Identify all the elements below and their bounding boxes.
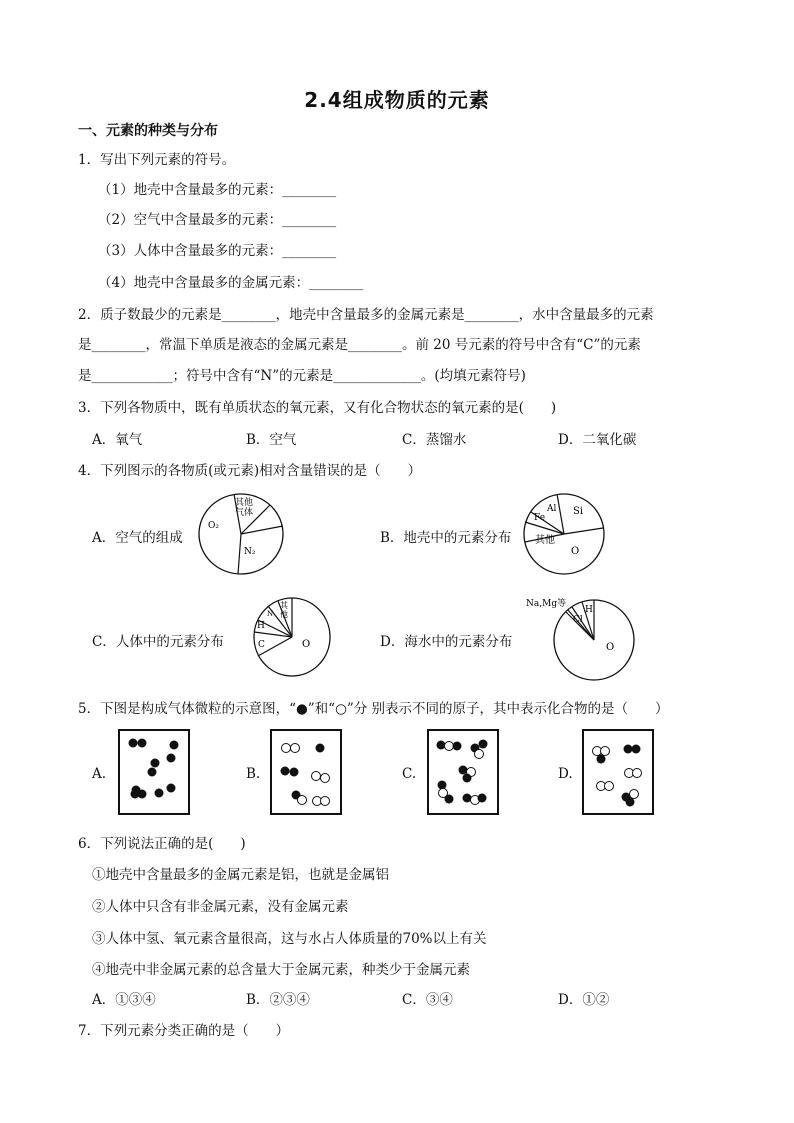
q5-stem: 5．下图是构成气体微粒的示意图，“●”和“○”分 别表示不同的原子，其中表示化合物的是（ ） — [78, 701, 669, 717]
section-heading: 一、元素的种类与分布 — [78, 123, 218, 139]
q3-option-a: A．氧气 — [92, 432, 143, 448]
q4-option-d-label: D．海水中的元素分布 — [380, 634, 513, 650]
q4-stem: 4．下列图示的各物质(或元素)相对含量错误的是（ ） — [78, 463, 422, 479]
q6-statement: ③人体中氢、氧元素含量很高，这与水占人体质量的70%以上有关 — [92, 931, 487, 947]
slice-label: H — [257, 621, 265, 631]
slice-label: Si — [573, 506, 584, 517]
slice-label: H — [585, 605, 593, 615]
q4-option-a-label: A．空气的组成 — [92, 530, 183, 546]
pie-chart-human-body — [252, 596, 332, 678]
particle-box-a — [118, 729, 190, 815]
q5-option-a-label: A. — [92, 766, 107, 782]
q6-option-d: D．①② — [558, 992, 610, 1008]
q2-line: 是________，常温下单质是液态的金属元素是________。前 20 号元素的符号中含有“C”的元素 — [78, 337, 641, 353]
slice-label: N₂ — [244, 547, 256, 557]
q2-line: 2．质子数最少的元素是________，地壳中含量最多的金属元素是________，水中含量最多的元素 — [78, 307, 654, 323]
q1-item: （4）地壳中含量最多的金属元素：________ — [98, 275, 364, 291]
slice-label: N — [267, 610, 274, 618]
slice-label: C — [258, 640, 265, 650]
q7-stem: 7．下列元素分类正确的是（ ） — [78, 1023, 290, 1039]
q5-option-b-label: B. — [246, 766, 261, 782]
particle-box-d — [582, 729, 654, 815]
q6-statement: ①地壳中含量最多的金属元素是铝，也就是金属铝 — [92, 867, 389, 883]
slice-label: 其 — [280, 601, 288, 610]
q2-line: 是____________；符号中含有“N”的元素是_____________。(均填元素符号) — [78, 368, 526, 384]
q4-option-b-label: B．地壳中的元素分布 — [380, 530, 512, 546]
pie-chart-air — [196, 492, 286, 576]
q3-option-b: B．空气 — [246, 432, 297, 448]
particle-box-c — [427, 729, 499, 815]
slice-label: 其他 — [535, 535, 555, 546]
q6-statement: ②人体中只含有非金属元素，没有金属元素 — [92, 899, 349, 915]
q1-stem: 1．写出下列元素的符号。 — [78, 152, 236, 168]
q4-option-c-label: C．人体中的元素分布 — [92, 634, 224, 650]
slice-label: Cl — [573, 615, 583, 625]
pie-chart-seawater — [526, 598, 636, 682]
page-title: 2.4组成物质的元素 — [304, 88, 490, 112]
slice-label: Na,Mg等 — [526, 599, 567, 609]
slice-label: 他 — [280, 610, 288, 619]
slice-label: O — [571, 546, 580, 557]
q3-stem: 3．下列各物质中，既有单质状态的氧元素，又有化合物状态的氧元素的是( ) — [78, 400, 557, 416]
q6-option-b: B．②③④ — [246, 992, 310, 1008]
q1-item: （2）空气中含量最多的元素：________ — [98, 212, 337, 228]
q3-option-c: C．蒸馏水 — [402, 432, 467, 448]
pie-chart-earth-crust — [521, 492, 607, 576]
q6-option-a: A．①③④ — [92, 992, 156, 1008]
q6-statement: ④地壳中非金属元素的总含量大于金属元素，种类少于金属元素 — [92, 962, 470, 978]
slice-label: Fe — [534, 513, 546, 523]
q1-item: （1）地壳中含量最多的元素：________ — [98, 182, 337, 198]
slice-label: 其他 — [235, 498, 254, 508]
q6-stem: 6．下列说法正确的是( ) — [78, 836, 246, 852]
particle-box-b — [270, 729, 342, 815]
q6-option-c: C．③④ — [402, 992, 453, 1008]
q1-item: （3）人体中含量最多的元素：________ — [98, 243, 337, 259]
q5-option-c-label: C. — [402, 766, 417, 782]
q5-option-d-label: D. — [558, 766, 573, 782]
slice-label: O₂ — [208, 521, 219, 531]
slice-label: Al — [547, 504, 557, 514]
slice-label: O — [606, 642, 615, 653]
slice-label: O — [302, 639, 311, 650]
q3-option-d: D．二氧化碳 — [558, 432, 637, 448]
slice-label: 气体 — [235, 508, 254, 518]
